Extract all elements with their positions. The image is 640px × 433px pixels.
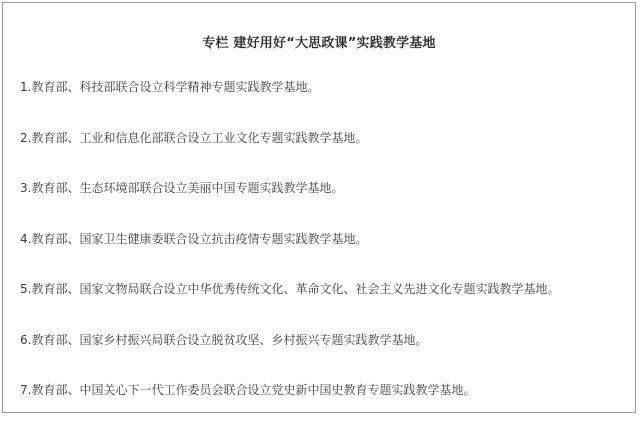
list-item: 3.教育部、生态环境部联合设立美丽中国专题实践教学基地。 [20,181,344,195]
document-panel [2,2,636,413]
list-item: 1.教育部、科技部联合设立科学精神专题实践教学基地。 [20,80,320,94]
document-title: 专栏 建好用好“大思政课”实践教学基地 [202,36,436,51]
list-item: 4.教育部、国家卫生健康委联合设立抗击疫情专题实践教学基地。 [20,231,368,246]
base-list [20,79,559,433]
list-item: 7.教育部、中国关心下一代工作委员会联合设立党史新中国史教育专题实践教学基地。 [20,383,476,397]
list-item: 5.教育部、国家文物局联合设立中华优秀传统文化、革命文化、社会主义先进文化专题实践教学基地。 [20,282,560,296]
list-item: 2.教育部、工业和信息化部联合设立工业文化专题实践教学基地。 [20,130,368,145]
list-item: 6.教育部、国家乡村振兴局联合设立脱贫攻坚、乡村振兴专题实践教学基地。 [20,332,428,347]
